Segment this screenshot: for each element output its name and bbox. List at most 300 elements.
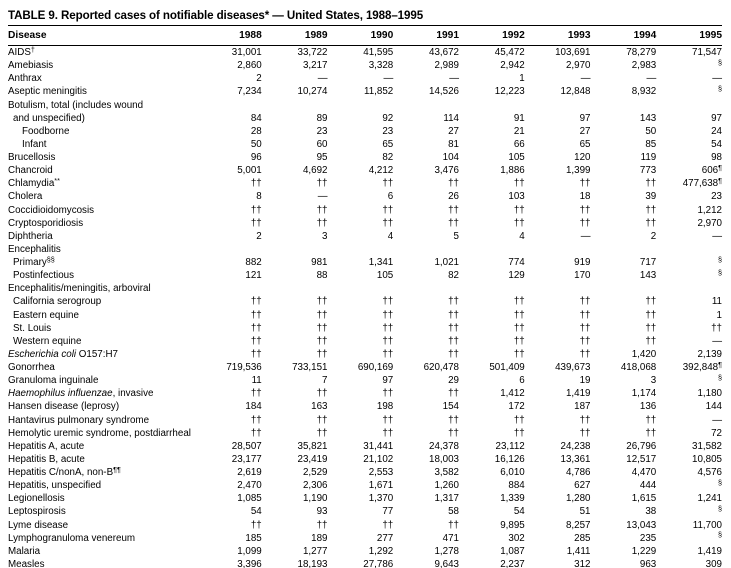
value-cell: 1,671 <box>368 480 394 492</box>
value-cell: 4 <box>387 230 394 242</box>
value-cell: 39 <box>645 191 657 203</box>
value-cell: 439,673 <box>555 362 591 373</box>
table-row <box>8 400 722 413</box>
value-cell: †† <box>513 427 525 439</box>
value-cell: 2,989 <box>434 60 459 72</box>
value-cell: 2,860 <box>237 60 262 72</box>
value-cell: 3 <box>322 230 328 242</box>
value-cell: 26 <box>448 191 459 203</box>
value-cell: †† <box>645 414 657 426</box>
table-row <box>8 440 722 453</box>
table-row <box>8 217 722 230</box>
value-cell: 2,237 <box>500 558 525 568</box>
value-cell: †† <box>448 427 459 439</box>
table-row <box>8 545 722 558</box>
table-row <box>8 361 722 374</box>
value-cell: 2 <box>256 230 262 242</box>
table-row <box>8 46 722 60</box>
value-cell: 1,099 <box>237 545 262 557</box>
value-cell: 12,517 <box>626 453 657 465</box>
value-cell: 418,068 <box>620 362 657 373</box>
value-cell: †† <box>250 427 262 439</box>
value-cell: 144 <box>705 401 722 413</box>
value-cell: †† <box>316 296 328 308</box>
disease-label: Western equine <box>13 335 82 347</box>
disease-label: St. Louis <box>13 322 52 334</box>
table-row <box>8 466 722 479</box>
value-cell: 24,238 <box>560 440 591 452</box>
value-cell: †† <box>579 217 591 229</box>
value-cell: 28 <box>250 125 262 137</box>
column-header-1991: 1991 <box>393 26 459 46</box>
disease-label: Malaria <box>8 545 41 557</box>
table-row <box>8 85 722 98</box>
value-cell: 54 <box>250 506 262 518</box>
value-cell: †† <box>382 388 394 400</box>
value-cell: †† <box>316 309 328 321</box>
value-cell: †† <box>448 178 459 190</box>
value-cell: †† <box>250 388 262 400</box>
value-cell: 18 <box>579 191 591 203</box>
value-cell: †† <box>579 414 591 426</box>
disease-label: Cryptosporidiosis <box>8 217 84 229</box>
value-cell: †† <box>448 204 459 216</box>
value-cell: 143 <box>639 112 657 124</box>
value-cell: 120 <box>574 152 591 163</box>
value-cell: 1,399 <box>565 165 591 177</box>
value-cell: †† <box>250 178 262 190</box>
column-header-1990: 1990 <box>328 26 394 46</box>
disease-label: Chlamydia** <box>8 175 60 190</box>
table-row <box>8 414 722 427</box>
table-row <box>8 558 722 568</box>
value-cell: 18,003 <box>429 453 459 465</box>
disease-label: Hansen disease (leprosy) <box>8 401 120 413</box>
value-cell: 9,643 <box>434 558 459 568</box>
column-header-1989: 1989 <box>262 26 328 46</box>
value-cell: 54 <box>711 138 722 150</box>
value-cell: 1,419 <box>697 545 722 557</box>
table-row <box>8 112 722 125</box>
value-cell: 1,085 <box>237 493 262 505</box>
value-cell: 4,576 <box>697 467 722 478</box>
value-cell: 2,553 <box>368 467 394 478</box>
value-cell: 163 <box>311 401 328 413</box>
value-cell: 11,852 <box>364 86 394 98</box>
value-cell: †† <box>579 348 591 360</box>
value-cell: 119 <box>640 152 657 163</box>
value-cell: 103,691 <box>555 47 591 58</box>
value-cell: 1,277 <box>302 545 328 557</box>
value-cell: 16,126 <box>494 453 525 465</box>
value-cell: 719,536 <box>226 362 262 373</box>
value-cell: 114 <box>443 112 459 124</box>
disease-label: Encephalitis <box>8 243 61 255</box>
disease-label: Botulism, total (includes wound <box>8 99 144 111</box>
value-cell: 11 <box>711 296 722 308</box>
value-cell: § <box>718 477 722 487</box>
value-cell: 14,526 <box>429 86 459 98</box>
value-cell: †† <box>513 335 525 347</box>
value-cell: 1,229 <box>631 545 657 557</box>
value-cell: †† <box>448 309 459 321</box>
value-cell: 1,260 <box>434 480 459 492</box>
value-cell: †† <box>316 322 328 334</box>
value-cell: 12,848 <box>560 86 591 98</box>
value-cell: 1,419 <box>565 388 591 400</box>
value-cell: 1,021 <box>434 257 459 268</box>
disease-label: Coccidioidomycosis <box>8 204 95 216</box>
value-cell: 3,217 <box>302 60 328 72</box>
value-cell: — <box>712 73 722 85</box>
value-cell: †† <box>448 217 459 229</box>
value-cell: — <box>580 230 591 242</box>
value-cell: 185 <box>245 532 262 544</box>
value-cell: 1,412 <box>500 388 525 400</box>
table-row <box>8 243 722 256</box>
value-cell: 1,886 <box>500 165 525 177</box>
value-cell: 7,234 <box>237 86 262 98</box>
value-cell: 8,257 <box>565 519 591 531</box>
value-cell: 103 <box>508 191 525 203</box>
table-row <box>8 256 722 269</box>
value-cell: 97 <box>382 375 394 387</box>
value-cell: 98 <box>711 152 722 163</box>
table-row <box>8 374 722 387</box>
value-cell: †† <box>250 309 262 321</box>
disease-label: Diphtheria <box>8 230 53 242</box>
value-cell: 170 <box>574 270 591 282</box>
value-cell: 54 <box>513 506 525 518</box>
value-cell: †† <box>579 178 591 190</box>
disease-label: Hepatitis C/nonA, non-B¶¶ <box>8 464 121 478</box>
value-cell: †† <box>382 309 394 321</box>
value-cell: †† <box>382 414 394 426</box>
value-cell: 312 <box>574 558 591 568</box>
value-cell: 129 <box>508 270 525 282</box>
value-cell: 92 <box>382 112 394 124</box>
value-cell: 690,169 <box>357 362 394 373</box>
value-cell: 11,700 <box>692 519 722 531</box>
value-cell: 65 <box>382 138 394 150</box>
disease-label: Haemophilus influenzae, invasive <box>8 388 154 400</box>
table-row <box>8 387 722 400</box>
disease-label: Hepatitis, unspecified <box>8 480 102 492</box>
table-row <box>8 190 722 203</box>
value-cell: †† <box>645 427 657 439</box>
value-cell: †† <box>448 414 459 426</box>
column-header-1988: 1988 <box>196 26 262 46</box>
value-cell: — <box>712 335 722 347</box>
empty-cell <box>196 99 722 112</box>
table-row <box>8 138 722 151</box>
value-cell: 2,970 <box>697 217 722 229</box>
value-cell: 13,043 <box>626 519 657 531</box>
value-cell: 50 <box>645 125 657 137</box>
value-cell: †† <box>448 348 459 360</box>
value-cell: § <box>718 372 722 382</box>
table-row <box>8 309 722 322</box>
disease-label: Anthrax <box>8 73 42 85</box>
value-cell: 31,441 <box>363 440 394 452</box>
value-cell: †† <box>645 309 657 321</box>
value-cell: 23,112 <box>495 440 525 452</box>
value-cell: 3,476 <box>434 165 459 177</box>
value-cell: †† <box>382 519 394 531</box>
disease-label: Measles <box>8 558 45 568</box>
value-cell: 919 <box>574 257 591 268</box>
table-row <box>8 59 722 72</box>
value-cell: 29 <box>448 375 459 387</box>
value-cell: 78,279 <box>626 47 657 58</box>
value-cell: †† <box>513 217 525 229</box>
value-cell: †† <box>579 335 591 347</box>
value-cell: †† <box>316 217 328 229</box>
value-cell: 392,848¶ <box>682 359 722 373</box>
value-cell: †† <box>579 204 591 216</box>
value-cell: 66 <box>513 138 525 150</box>
value-cell: 1,341 <box>368 257 394 268</box>
value-cell: †† <box>316 388 328 400</box>
value-cell: 1 <box>519 73 525 85</box>
value-cell: 1,174 <box>631 388 657 400</box>
value-cell: 2,970 <box>565 60 591 72</box>
value-cell: 309 <box>705 558 722 568</box>
value-cell: 1,212 <box>697 204 722 216</box>
value-cell: 184 <box>245 401 262 413</box>
value-cell: 963 <box>639 558 657 568</box>
table-row <box>8 269 722 282</box>
value-cell: 27 <box>448 125 459 137</box>
value-cell: 143 <box>639 270 657 282</box>
disease-label: Primary§§ <box>13 254 55 268</box>
value-cell: 5,001 <box>237 165 262 177</box>
value-cell: †† <box>711 322 722 334</box>
value-cell: 85 <box>645 138 657 150</box>
table-row <box>8 230 722 243</box>
value-cell: 8,932 <box>631 86 657 98</box>
value-cell: 1,280 <box>565 493 591 505</box>
value-cell: 23,177 <box>231 453 262 465</box>
value-cell: 71,547 <box>692 47 722 58</box>
disease-label: California serogroup <box>13 296 102 308</box>
value-cell: †† <box>382 348 394 360</box>
value-cell: †† <box>382 296 394 308</box>
value-cell: 23,419 <box>297 453 328 465</box>
value-cell: 187 <box>574 401 591 413</box>
value-cell: 23 <box>711 191 722 203</box>
value-cell: 1,615 <box>631 493 657 505</box>
value-cell: 5 <box>453 230 459 242</box>
table-row <box>8 335 722 348</box>
value-cell: 89 <box>316 112 328 124</box>
disease-label: Encephalitis/meningitis, arboviral <box>8 283 151 295</box>
value-cell: 43,672 <box>429 47 459 58</box>
value-cell: 1,292 <box>368 545 394 557</box>
value-cell: 82 <box>448 270 459 282</box>
disease-label: Eastern equine <box>13 309 79 321</box>
value-cell: 277 <box>376 532 394 544</box>
value-cell: †† <box>382 427 394 439</box>
value-cell: 50 <box>250 138 262 150</box>
value-cell: †† <box>382 178 394 190</box>
value-cell: 24,378 <box>429 440 459 452</box>
table-row <box>8 532 722 545</box>
value-cell: 444 <box>639 480 657 492</box>
value-cell: †† <box>316 204 328 216</box>
value-cell: § <box>718 83 722 93</box>
table-row <box>8 492 722 505</box>
value-cell: 1,180 <box>697 388 722 400</box>
value-cell: †† <box>250 217 262 229</box>
value-cell: 105 <box>508 152 525 163</box>
value-cell: 21 <box>513 125 525 137</box>
value-cell: †† <box>513 348 525 360</box>
value-cell: 235 <box>639 532 657 544</box>
table-row <box>8 322 722 335</box>
disease-label: Leptospirosis <box>8 506 66 518</box>
value-cell: †† <box>382 322 394 334</box>
value-cell: †† <box>250 322 262 334</box>
value-cell: 1,241 <box>697 493 722 505</box>
value-cell: 774 <box>508 257 525 268</box>
value-cell: 471 <box>442 532 459 544</box>
disease-label: Hantavirus pulmonary syndrome <box>8 414 150 426</box>
value-cell: 2,942 <box>500 60 525 72</box>
value-cell: 77 <box>382 506 394 518</box>
disease-label: Chancroid <box>8 165 53 177</box>
value-cell: 3 <box>650 375 657 387</box>
value-cell: 95 <box>316 152 328 163</box>
value-cell: 23 <box>382 125 394 137</box>
value-cell: 2 <box>650 230 657 242</box>
value-cell: 154 <box>442 401 459 413</box>
value-cell: 1,370 <box>368 493 394 505</box>
value-cell: 6,010 <box>500 467 525 478</box>
value-cell: 620,478 <box>423 362 459 373</box>
value-cell: 1,420 <box>631 348 657 360</box>
value-cell: 717 <box>639 257 657 268</box>
value-cell: 81 <box>448 138 459 150</box>
value-cell: 2,983 <box>631 60 657 72</box>
value-cell: 6 <box>519 375 525 387</box>
value-cell: 2,619 <box>237 467 262 478</box>
value-cell: 2,529 <box>302 467 328 478</box>
value-cell: 9,895 <box>500 519 525 531</box>
value-cell: 58 <box>448 506 459 518</box>
table-row <box>8 164 722 177</box>
value-cell: 27,786 <box>363 558 394 568</box>
value-cell: 72 <box>711 427 722 439</box>
value-cell: 33,722 <box>297 47 328 58</box>
value-cell: 23 <box>316 125 328 137</box>
disease-label: Brucellosis <box>8 152 56 163</box>
value-cell: 501,409 <box>489 362 525 373</box>
column-header-1994: 1994 <box>591 26 657 46</box>
value-cell: 27 <box>579 125 591 137</box>
value-cell: 2,470 <box>237 480 262 492</box>
value-cell: †† <box>382 217 394 229</box>
value-cell: 38 <box>645 506 657 518</box>
value-cell: †† <box>316 348 328 360</box>
value-cell: 627 <box>574 480 591 492</box>
value-cell: 8 <box>256 191 262 203</box>
value-cell: 1,278 <box>434 545 459 557</box>
value-cell: †† <box>513 322 525 334</box>
value-cell: — <box>712 230 722 242</box>
value-cell: 24 <box>711 125 722 137</box>
value-cell: 84 <box>250 112 262 124</box>
value-cell: 60 <box>316 138 328 150</box>
value-cell: †† <box>513 204 525 216</box>
value-cell: — <box>317 191 328 203</box>
table-body <box>8 46 722 568</box>
value-cell: 882 <box>245 257 262 268</box>
value-cell: †† <box>250 204 262 216</box>
value-cell: †† <box>316 427 328 439</box>
value-cell: †† <box>382 204 394 216</box>
value-cell: 1,339 <box>500 493 525 505</box>
table-row <box>8 519 722 532</box>
value-cell: †† <box>579 322 591 334</box>
column-header-1995: 1995 <box>656 26 722 46</box>
value-cell: †† <box>448 388 459 400</box>
value-cell: 3,396 <box>237 558 262 568</box>
value-cell: 2,306 <box>302 480 328 492</box>
disease-label: Infant <box>22 138 47 150</box>
value-cell: 7 <box>322 375 328 387</box>
disease-label: Aseptic meningitis <box>8 86 87 98</box>
value-cell: 302 <box>508 532 525 544</box>
value-cell: § <box>718 503 722 513</box>
table-row <box>8 125 722 138</box>
value-cell: †† <box>513 178 525 190</box>
value-cell: § <box>718 254 722 264</box>
value-cell: 884 <box>508 480 525 492</box>
table-row <box>8 282 722 295</box>
disease-label: Cholera <box>8 191 43 203</box>
disease-label: and unspecified) <box>13 112 85 124</box>
value-cell: 4,786 <box>565 467 591 478</box>
value-cell: 21,102 <box>363 453 394 465</box>
value-cell: — <box>383 73 394 85</box>
value-cell: †† <box>579 427 591 439</box>
value-cell: 1,190 <box>302 493 328 505</box>
value-cell: †† <box>316 178 328 190</box>
table-row <box>8 348 722 361</box>
value-cell: †† <box>645 335 657 347</box>
value-cell: — <box>712 414 722 426</box>
value-cell: — <box>317 73 328 85</box>
disease-label: Hepatitis A, acute <box>8 440 85 452</box>
value-cell: 19 <box>579 375 591 387</box>
value-cell: †† <box>579 309 591 321</box>
value-cell: 12,223 <box>494 86 525 98</box>
table-row <box>8 204 722 217</box>
table-row <box>8 72 722 85</box>
value-cell: †† <box>250 335 262 347</box>
value-cell: †† <box>316 519 328 531</box>
value-cell: — <box>449 73 459 85</box>
value-cell: § <box>718 530 722 540</box>
disease-label: Hepatitis B, acute <box>8 453 85 465</box>
value-cell: 28,507 <box>231 440 262 452</box>
notifiable-diseases-table <box>8 26 722 568</box>
value-cell: 35,821 <box>297 440 328 452</box>
value-cell: 773 <box>639 165 657 177</box>
value-cell: †† <box>382 335 394 347</box>
value-cell: 10,274 <box>297 86 328 98</box>
